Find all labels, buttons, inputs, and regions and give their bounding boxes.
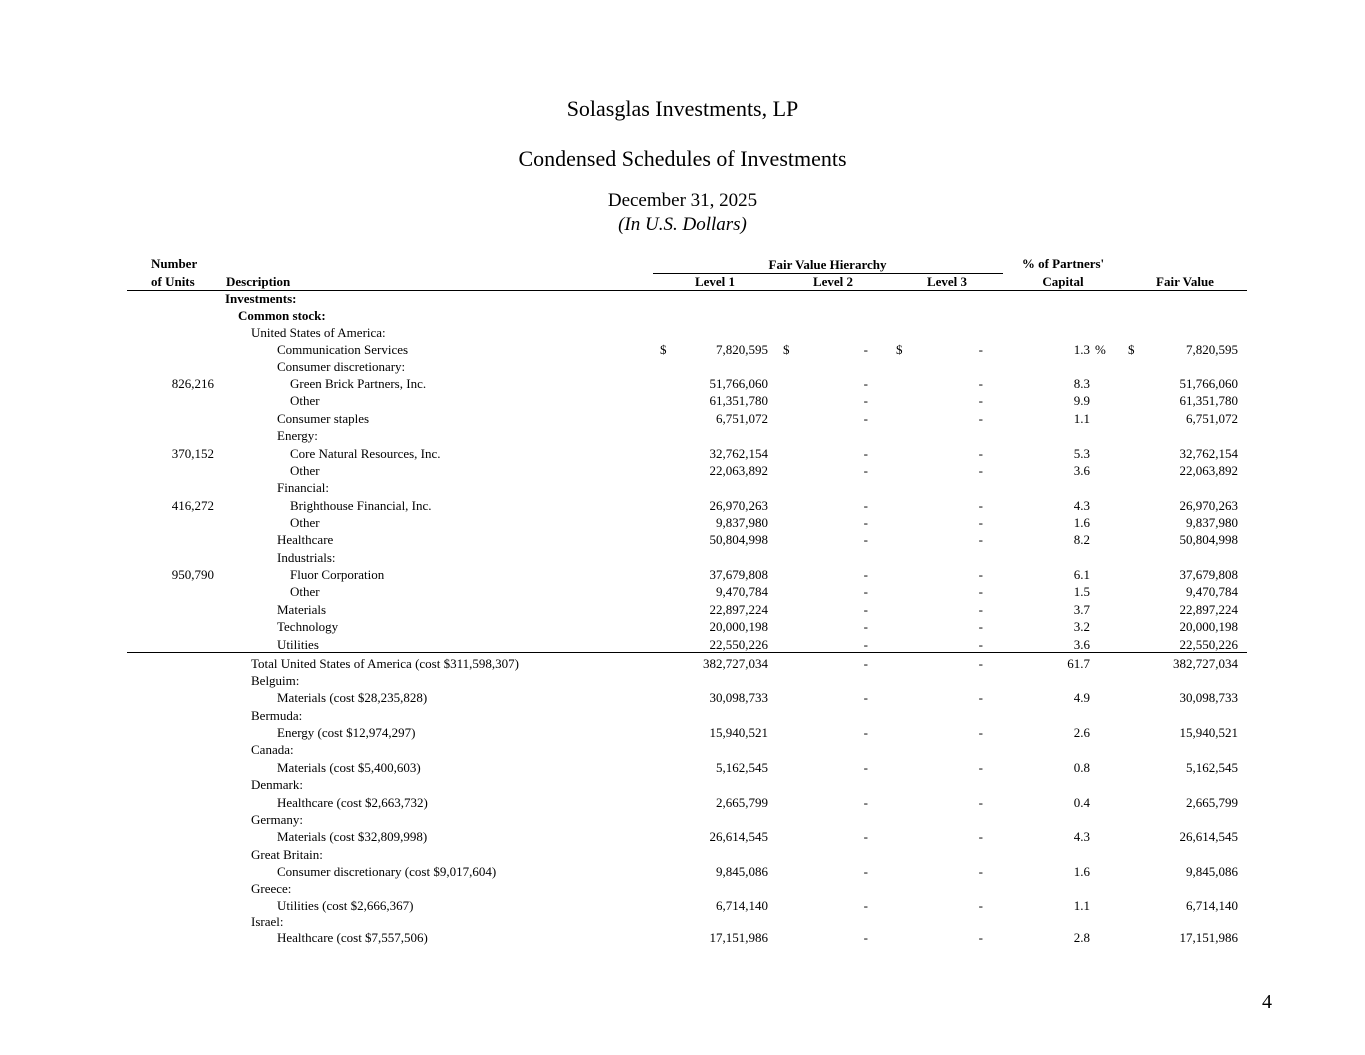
description-cell: Consumer discretionary: — [277, 359, 406, 374]
table-row — [0, 480, 1365, 497]
table-row — [0, 795, 1365, 812]
level-1-cell: 7,820,595 — [716, 342, 768, 357]
fair-value-cell: 17,151,986 — [1179, 930, 1238, 945]
pct-capital-cell: 0.4 — [1073, 795, 1090, 810]
statement-title: Condensed Schedules of Investments — [518, 146, 847, 171]
level-3-cell: - — [978, 376, 983, 391]
description-cell: Other — [290, 463, 320, 478]
description-cell: Great Britain: — [251, 847, 323, 862]
description-cell: Germany: — [251, 812, 303, 827]
level-3-cell: - — [978, 795, 983, 810]
pct-capital-cell: 9.9 — [1073, 393, 1090, 408]
description-cell: Other — [290, 515, 320, 530]
pct-capital-cell: 2.6 — [1073, 725, 1090, 740]
level-3-cell: - — [978, 602, 983, 617]
level-2-cell: - — [863, 376, 868, 391]
table-row — [0, 914, 1365, 931]
level-3-cell: - — [978, 532, 983, 547]
header-description: Description — [226, 274, 291, 289]
table-row — [0, 428, 1365, 445]
level-1-cell: 26,614,545 — [709, 829, 768, 844]
level-1-cell: 5,162,545 — [716, 760, 768, 775]
percent-sign: % — [1095, 342, 1106, 357]
level-3-cell: - — [978, 411, 983, 426]
level-2-cell: - — [863, 829, 868, 844]
level-1-cell: 32,762,154 — [709, 446, 768, 461]
fair-value-cell: 50,804,998 — [1179, 532, 1238, 547]
level-1-cell: 51,766,060 — [709, 376, 768, 391]
level-1-cell: 9,845,086 — [716, 864, 768, 879]
level-3-cell: - — [978, 656, 983, 671]
description-cell: Materials (cost $28,235,828) — [277, 690, 428, 705]
fair-value-cell: 26,614,545 — [1179, 829, 1238, 844]
fair-value-cell: 6,714,140 — [1186, 898, 1238, 913]
fair-value-cell: 9,470,784 — [1186, 584, 1238, 599]
description-cell: Greece: — [251, 881, 292, 896]
header-of-units: of Units — [151, 274, 195, 289]
level-2-cell: - — [863, 725, 868, 740]
pct-capital-cell: 1.1 — [1073, 411, 1090, 426]
level-1-cell: 22,897,224 — [709, 602, 768, 617]
level-3-cell: - — [978, 446, 983, 461]
pct-capital-cell: 4.9 — [1073, 690, 1090, 705]
table-row — [0, 342, 1365, 359]
units-cell: 416,272 — [171, 498, 214, 513]
level-3-cell: - — [978, 393, 983, 408]
level-2-cell: - — [863, 446, 868, 461]
description-cell: Utilities — [277, 637, 319, 652]
description-cell: Total United States of America (cost $311,598,307) — [251, 656, 519, 671]
fair-value-cell: 26,970,263 — [1179, 498, 1238, 513]
description-cell: Canada: — [251, 742, 294, 757]
table-row — [0, 777, 1365, 794]
description-cell: Green Brick Partners, Inc. — [290, 376, 427, 391]
table-row — [0, 498, 1365, 515]
pct-capital-cell: 1.5 — [1073, 584, 1090, 599]
table-row — [0, 725, 1365, 742]
dollar-sign-level-1: $ — [660, 342, 667, 357]
units-cell: 370,152 — [171, 446, 214, 461]
level-1-cell: 15,940,521 — [709, 725, 768, 740]
level-3-cell: - — [978, 463, 983, 478]
pct-capital-cell: 0.8 — [1073, 760, 1090, 775]
level-2-cell: - — [863, 498, 868, 513]
header-fair-value-hierarchy: Fair Value Hierarchy — [768, 257, 887, 272]
description-cell: Utilities (cost $2,666,367) — [277, 898, 414, 913]
dollar-sign-level-3: $ — [896, 342, 903, 357]
table-row — [0, 515, 1365, 532]
table-row — [0, 708, 1365, 725]
description-cell: Core Natural Resources, Inc. — [290, 446, 441, 461]
description-cell: Other — [290, 393, 320, 408]
level-1-cell: 2,665,799 — [716, 795, 768, 810]
pct-capital-cell: 4.3 — [1073, 829, 1090, 844]
description-cell: Common stock: — [238, 308, 326, 323]
fair-value-cell: 22,897,224 — [1179, 602, 1238, 617]
level-1-cell: 61,351,780 — [709, 393, 768, 408]
fair-value-cell: 15,940,521 — [1179, 725, 1238, 740]
level-1-cell: 382,727,034 — [703, 656, 768, 671]
fair-value-cell: 37,679,808 — [1179, 567, 1238, 582]
company-name: Solasglas Investments, LP — [566, 96, 799, 121]
table-row — [0, 690, 1365, 707]
level-1-cell: 37,679,808 — [709, 567, 768, 582]
level-2-cell: - — [863, 584, 868, 599]
description-cell: Materials (cost $5,400,603) — [277, 760, 421, 775]
fair-value-cell: 7,820,595 — [1186, 342, 1238, 357]
level-3-cell: - — [978, 567, 983, 582]
table-row — [0, 308, 1365, 325]
description-cell: Belguim: — [251, 673, 300, 688]
pct-capital-cell: 3.6 — [1073, 637, 1090, 652]
level-1-cell: 17,151,986 — [709, 930, 768, 945]
table-row — [0, 847, 1365, 864]
fair-value-cell: 51,766,060 — [1179, 376, 1238, 391]
level-2-cell: - — [863, 930, 868, 945]
level-1-cell: 22,063,892 — [709, 463, 768, 478]
level-2-cell: - — [863, 411, 868, 426]
level-2-cell: - — [863, 637, 868, 652]
description-cell: Energy (cost $12,974,297) — [277, 725, 416, 740]
table-row — [0, 463, 1365, 480]
description-cell: Materials — [277, 602, 327, 617]
subtotal-rule — [127, 652, 1247, 653]
page-number: 4 — [1262, 991, 1272, 1013]
description-cell: Consumer staples — [277, 411, 370, 426]
level-2-cell: - — [863, 463, 868, 478]
level-2-cell: - — [863, 898, 868, 913]
fair-value-cell: 30,098,733 — [1179, 690, 1238, 705]
level-2-cell: - — [863, 393, 868, 408]
level-1-cell: 22,550,226 — [709, 637, 768, 652]
level-3-cell: - — [978, 864, 983, 879]
table-row — [0, 393, 1365, 410]
table-row — [0, 376, 1365, 393]
description-cell: Bermuda: — [251, 708, 303, 723]
table-row — [0, 829, 1365, 846]
units-cell: 950,790 — [171, 567, 214, 582]
level-2-cell: - — [863, 342, 868, 357]
fair-value-cell: 382,727,034 — [1173, 656, 1238, 671]
level-2-cell: - — [863, 515, 868, 530]
pct-capital-cell: 1.3 — [1073, 342, 1090, 357]
pct-capital-cell: 61.7 — [1067, 656, 1090, 671]
level-3-cell: - — [978, 829, 983, 844]
description-cell: Israel: — [251, 914, 284, 929]
pct-capital-cell: 1.1 — [1073, 898, 1090, 913]
level-1-cell: 9,837,980 — [716, 515, 768, 530]
level-1-cell: 9,470,784 — [716, 584, 768, 599]
pct-capital-cell: 5.3 — [1073, 446, 1090, 461]
pct-capital-cell: 4.3 — [1073, 498, 1090, 513]
level-3-cell: - — [978, 498, 983, 513]
level-3-cell: - — [978, 898, 983, 913]
level-1-cell: 6,714,140 — [716, 898, 768, 913]
header-capital: Capital — [1042, 274, 1084, 289]
description-cell: Other — [290, 584, 320, 599]
pct-capital-cell: 3.2 — [1073, 619, 1090, 634]
level-2-cell: - — [863, 619, 868, 634]
table-row — [0, 532, 1365, 549]
level-2-cell: - — [863, 864, 868, 879]
table-row — [0, 619, 1365, 636]
table-row — [0, 602, 1365, 619]
level-3-cell: - — [978, 725, 983, 740]
level-1-cell: 20,000,198 — [709, 619, 768, 634]
description-cell: Healthcare — [277, 532, 334, 547]
table-row — [0, 881, 1365, 898]
description-cell: Brighthouse Financial, Inc. — [290, 498, 432, 513]
description-cell: Financial: — [277, 480, 329, 495]
statement-date: December 31, 2025 — [607, 190, 758, 211]
dollar-sign-level-2: $ — [783, 342, 790, 357]
pct-capital-cell: 1.6 — [1073, 515, 1090, 530]
level-3-cell: - — [978, 342, 983, 357]
table-row — [0, 673, 1365, 690]
pct-capital-cell: 3.6 — [1073, 463, 1090, 478]
level-2-cell: - — [863, 567, 868, 582]
table-row — [0, 812, 1365, 829]
pct-capital-cell: 8.3 — [1073, 376, 1090, 391]
description-cell: Communication Services — [277, 342, 409, 357]
description-cell: Energy: — [277, 428, 318, 443]
level-3-cell: - — [978, 760, 983, 775]
level-2-cell: - — [863, 532, 868, 547]
level-3-cell: - — [978, 619, 983, 634]
fair-value-cell: 32,762,154 — [1179, 446, 1238, 461]
pct-capital-cell: 2.8 — [1073, 930, 1090, 945]
level-2-cell: - — [863, 602, 868, 617]
fair-value-cell: 61,351,780 — [1179, 393, 1238, 408]
level-2-cell: - — [863, 795, 868, 810]
fair-value-cell: 5,162,545 — [1186, 760, 1238, 775]
description-cell: Denmark: — [251, 777, 303, 792]
fair-value-cell: 9,837,980 — [1186, 515, 1238, 530]
fair-value-cell: 6,751,072 — [1186, 411, 1238, 426]
table-row — [0, 584, 1365, 601]
description-cell: United States of America: — [251, 325, 386, 340]
table-row — [0, 359, 1365, 376]
level-1-cell: 6,751,072 — [716, 411, 768, 426]
header-fair-value: Fair Value — [1156, 274, 1214, 289]
table-row — [0, 760, 1365, 777]
description-cell: Healthcare (cost $7,557,506) — [277, 930, 428, 945]
table-row — [0, 325, 1365, 342]
level-1-cell: 30,098,733 — [709, 690, 768, 705]
table-row — [0, 898, 1365, 915]
header-level-2: Level 2 — [812, 274, 854, 289]
level-1-cell: 26,970,263 — [709, 498, 768, 513]
fair-value-cell: 22,550,226 — [1179, 637, 1238, 652]
table-row — [0, 742, 1365, 759]
level-3-cell: - — [978, 637, 983, 652]
fair-value-cell: 22,063,892 — [1179, 463, 1238, 478]
fair-value-cell: 2,665,799 — [1186, 795, 1238, 810]
table-row — [0, 411, 1365, 428]
fair-value-cell: 9,845,086 — [1186, 864, 1238, 879]
dollar-sign-fair-value: $ — [1128, 342, 1135, 357]
header-level-1: Level 1 — [694, 274, 736, 289]
table-row — [0, 291, 1365, 308]
description-cell: Healthcare (cost $2,663,732) — [277, 795, 428, 810]
description-cell: Materials (cost $32,809,998) — [277, 829, 428, 844]
description-cell: Technology — [277, 619, 339, 634]
header-level-3: Level 3 — [926, 274, 968, 289]
currency-note: (In U.S. Dollars) — [618, 214, 747, 235]
level-3-cell: - — [978, 515, 983, 530]
description-cell: Industrials: — [277, 550, 336, 565]
table-row — [0, 930, 1365, 947]
header-number: Number — [151, 256, 198, 271]
header-pct-partners: % of Partners' — [1021, 256, 1105, 271]
description-cell: Consumer discretionary (cost $9,017,604) — [277, 864, 497, 879]
table-row — [0, 656, 1365, 673]
table-row — [0, 446, 1365, 463]
description-cell: Fluor Corporation — [290, 567, 385, 582]
description-cell: Investments: — [225, 291, 297, 306]
level-3-cell: - — [978, 690, 983, 705]
pct-capital-cell: 1.6 — [1073, 864, 1090, 879]
pct-capital-cell: 8.2 — [1073, 532, 1090, 547]
table-row — [0, 864, 1365, 881]
level-2-cell: - — [863, 760, 868, 775]
pct-capital-cell: 6.1 — [1073, 567, 1090, 582]
pct-capital-cell: 3.7 — [1073, 602, 1090, 617]
table-row — [0, 567, 1365, 584]
level-2-cell: - — [863, 690, 868, 705]
level-3-cell: - — [978, 930, 983, 945]
level-1-cell: 50,804,998 — [709, 532, 768, 547]
fair-value-cell: 20,000,198 — [1179, 619, 1238, 634]
units-cell: 826,216 — [171, 376, 214, 391]
level-3-cell: - — [978, 584, 983, 599]
table-row — [0, 550, 1365, 567]
level-2-cell: - — [863, 656, 868, 671]
